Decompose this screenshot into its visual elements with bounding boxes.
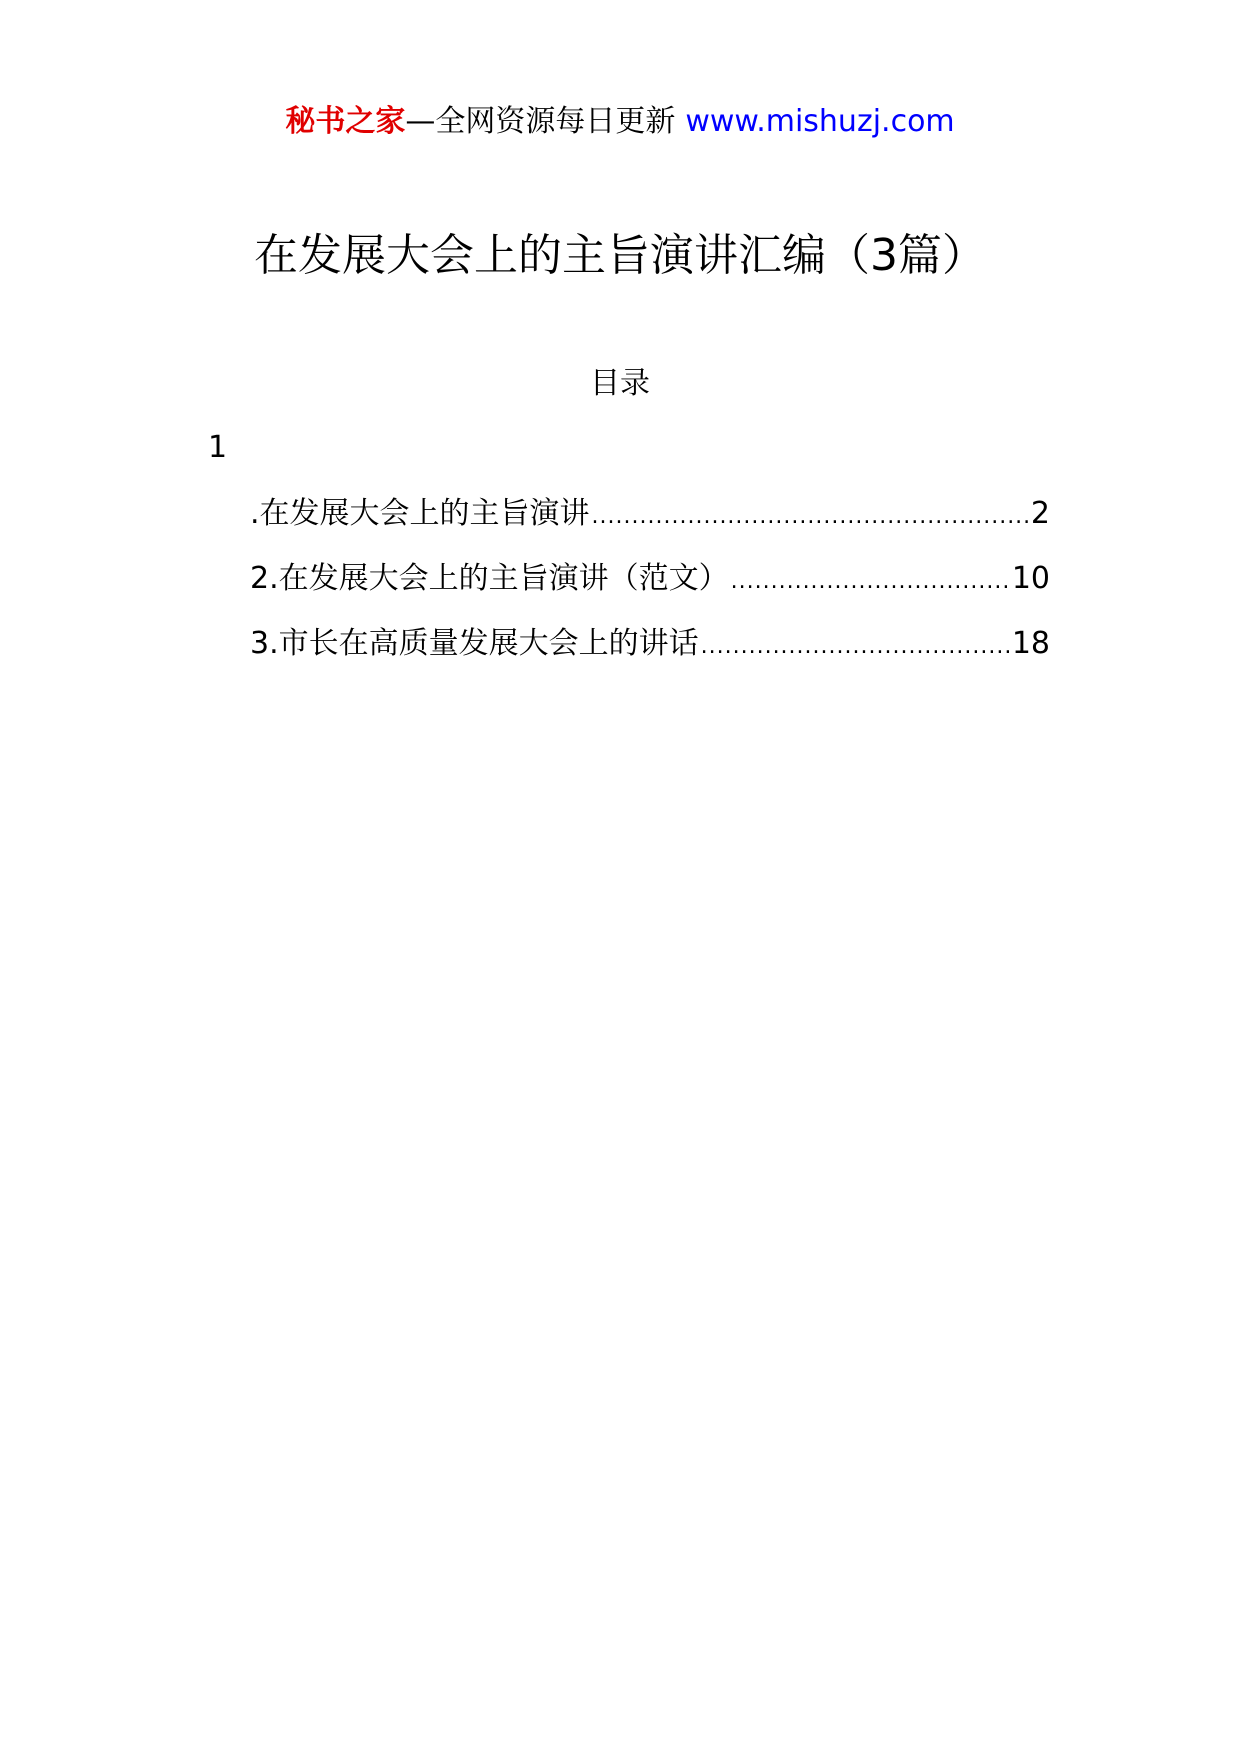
toc-entry-title: 3.市长在高质量发展大会上的讲话 bbox=[250, 626, 699, 661]
toc-entry[interactable] bbox=[250, 494, 1050, 559]
toc-dot-leader bbox=[701, 627, 1010, 667]
site-url-link[interactable]: www.mishuzj.com bbox=[685, 104, 955, 139]
toc-entry[interactable] bbox=[250, 559, 1050, 624]
banner-tagline: —全网资源每日更新 bbox=[405, 104, 676, 139]
toc-entry-title: .在发展大会上的主旨演讲 bbox=[250, 496, 590, 531]
toc-entry-page: 18 bbox=[1011, 626, 1050, 661]
toc-dot-leader bbox=[731, 562, 1010, 602]
toc-entry-title: 2.在发展大会上的主旨演讲（范文） bbox=[250, 561, 729, 596]
toc-dot-leader bbox=[592, 497, 1029, 537]
toc-entry[interactable] bbox=[250, 624, 1050, 689]
toc-entry-page: 10 bbox=[1011, 561, 1050, 596]
document-title: 在发展大会上的主旨演讲汇编（3篇） bbox=[254, 230, 986, 281]
brand-name: 秘书之家 bbox=[285, 104, 406, 139]
toc-entry-page: 2 bbox=[1030, 496, 1050, 531]
site-banner bbox=[0, 102, 1240, 142]
toc-stray-number: 1 bbox=[208, 430, 228, 465]
toc-heading: 目录 bbox=[590, 366, 650, 401]
table-of-contents bbox=[250, 494, 1050, 689]
